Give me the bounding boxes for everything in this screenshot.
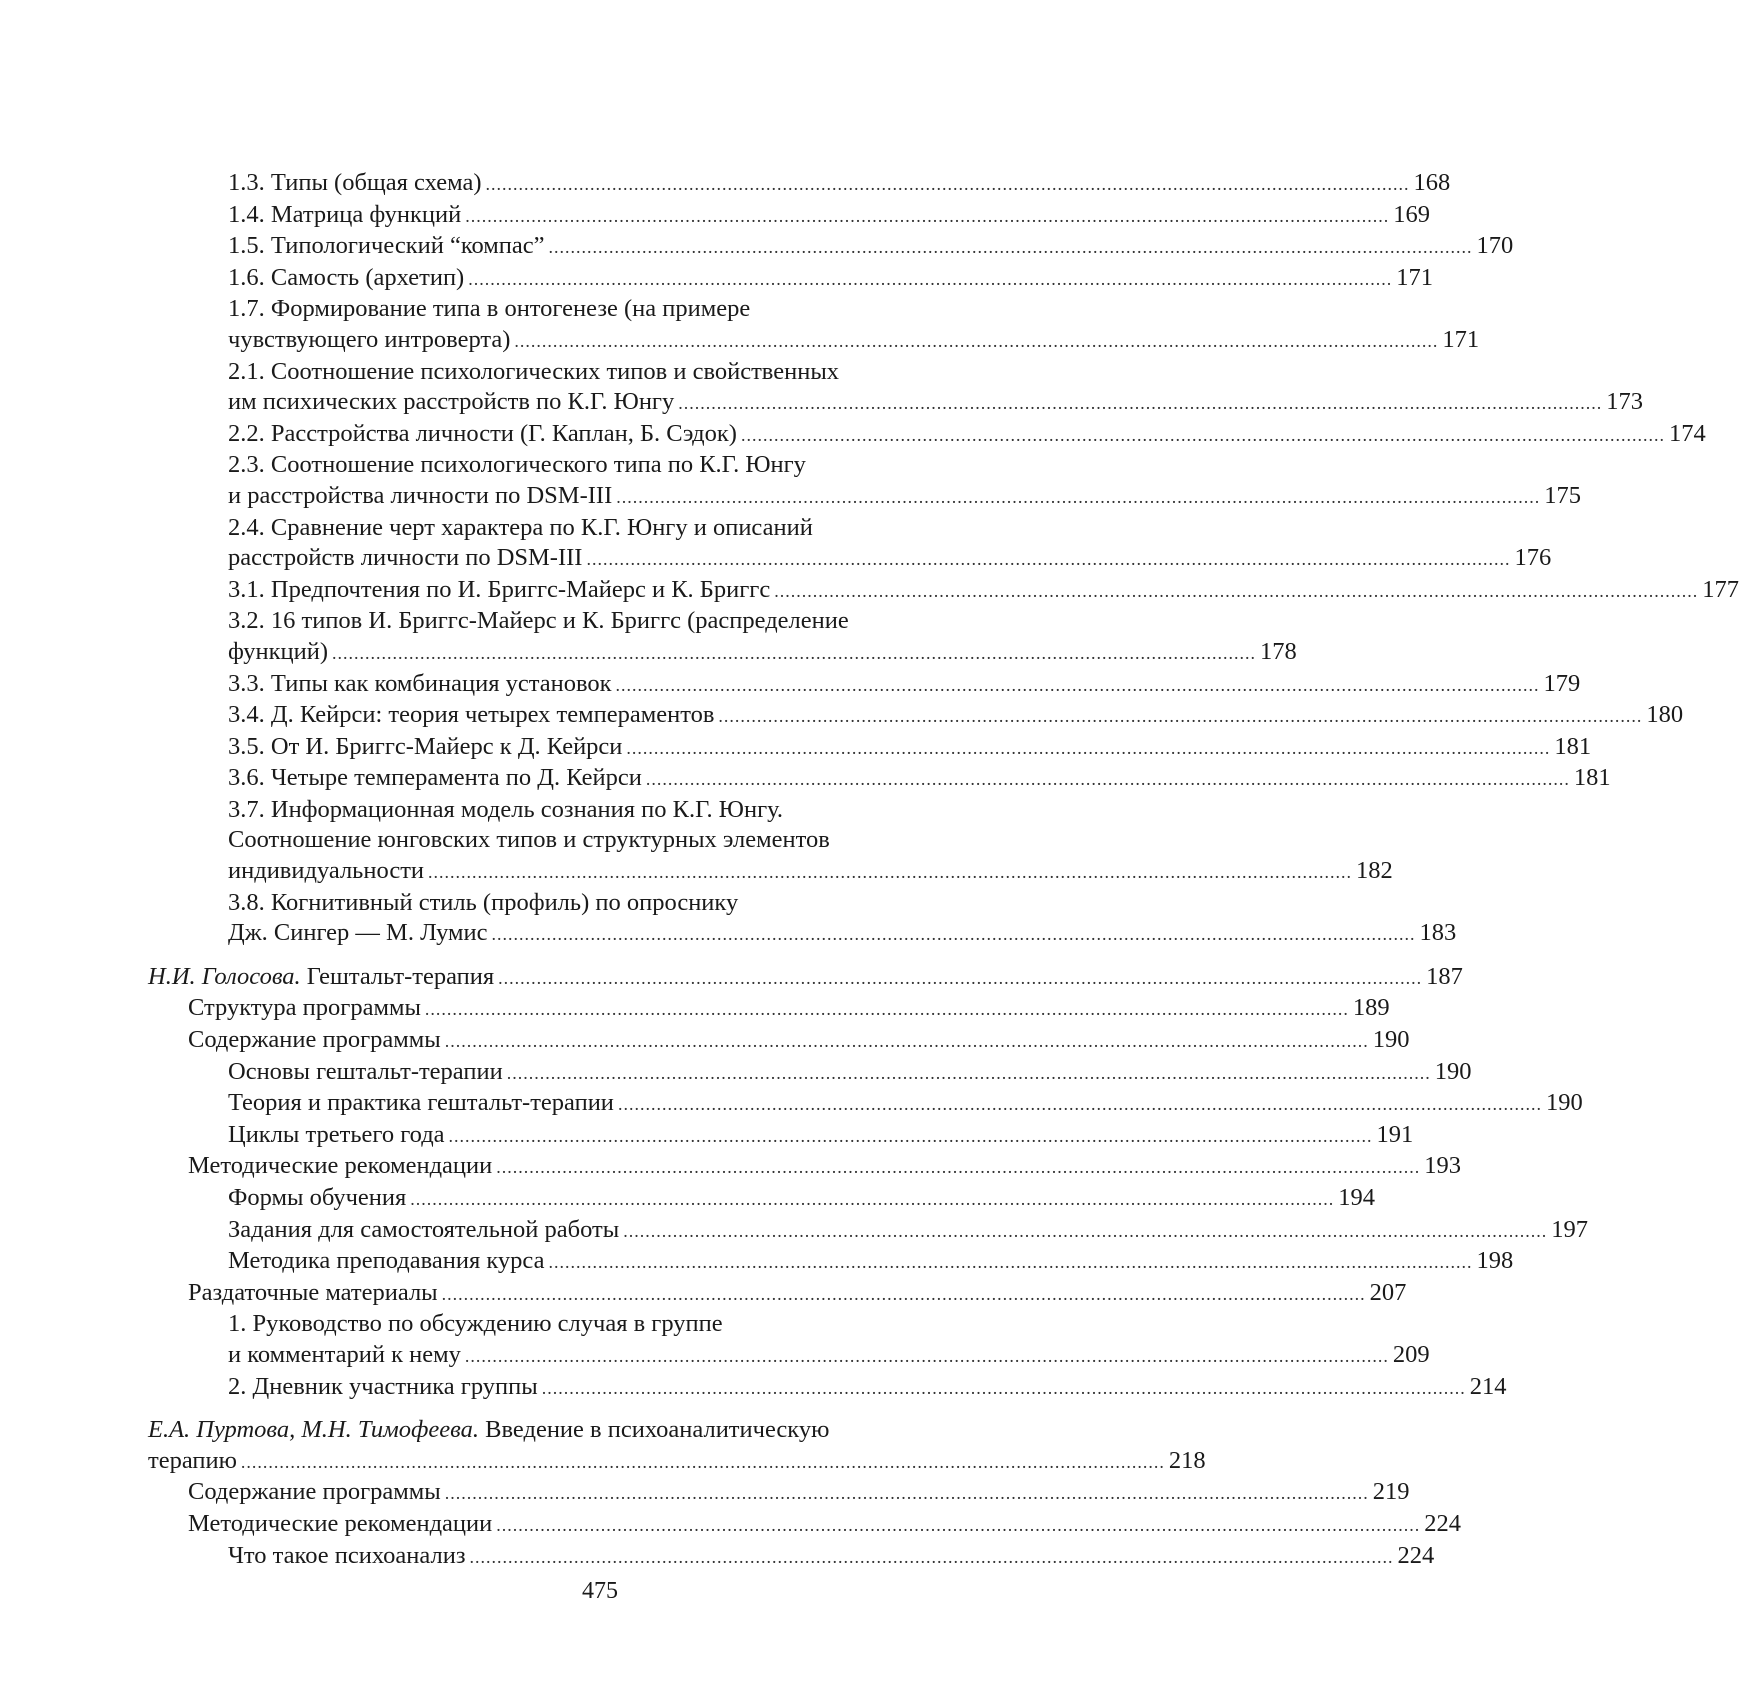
toc-entry-last-line (228, 669, 1060, 701)
toc-entry-text: 2.2. Расстройства личности (Г. Каплан, Б. Сэдок) (228, 420, 737, 447)
toc-entry-text: 2.4. Сравнение черт характера по К.Г. Юнгу и описаний (228, 514, 813, 541)
toc-entry-text: и комментарий к нему (228, 1341, 461, 1368)
toc-entry-page: 180 (1646, 700, 1683, 731)
toc-entry-page: 191 (1377, 1120, 1414, 1151)
toc-entry-title (228, 200, 461, 231)
toc-entry-last-line (228, 763, 1060, 795)
dot-leader: ........................................................................................................................................................................ (626, 733, 1550, 764)
dot-leader: ........................................................................................................................................................................ (465, 201, 1389, 232)
toc-entry-last-line (148, 962, 1060, 994)
toc-entry-text: 3.7. Информационная модель сознания по К.Г. Юнгу. (228, 796, 783, 823)
toc-entry-text: 1. Руководство по обсуждению случая в группе (228, 1310, 723, 1337)
toc-entry-page: 182 (1356, 856, 1393, 887)
toc-entry-last-line (148, 1446, 1060, 1478)
toc-entry-title (228, 575, 770, 606)
toc-entry-page: 214 (1470, 1372, 1507, 1403)
toc-entry-line (228, 357, 1060, 388)
toc-entry-page: 170 (1477, 231, 1514, 262)
dot-leader: ........................................................................................................................................................................ (465, 1341, 1389, 1372)
toc-entry-text: Методические рекомендации (188, 1510, 492, 1537)
toc-entry-text: 2.1. Соотношение психологических типов и свойственных (228, 358, 839, 385)
dot-leader: ........................................................................................................................................................................ (445, 1478, 1369, 1509)
toc-entry-page: 190 (1435, 1057, 1472, 1088)
toc-entry-last-line (188, 1151, 1060, 1183)
toc-entry-page: 171 (1442, 325, 1479, 356)
dot-leader: ........................................................................................................................................................................ (442, 1279, 1366, 1310)
toc-entry-title (228, 1088, 614, 1119)
toc-entry-text: Содержание программы (188, 1478, 441, 1505)
toc-entry-page: 224 (1424, 1509, 1461, 1540)
dot-leader: ........................................................................................................................................................................ (496, 1152, 1420, 1183)
dot-leader: ........................................................................................................................................................................ (332, 638, 1256, 669)
toc-entry (148, 1246, 1060, 1278)
toc-entry-last-line (188, 1025, 1060, 1057)
toc-entry-line (228, 1309, 1060, 1340)
toc-entry-title (228, 1183, 406, 1214)
dot-leader: ........................................................................................................................................................................ (470, 1542, 1394, 1573)
dot-leader: ........................................................................................................................................................................ (514, 326, 1438, 357)
dot-leader: ........................................................................................................................................................................ (718, 701, 1642, 732)
toc-entry (148, 450, 1060, 512)
document-page (0, 0, 1200, 1700)
toc-entry-page: 168 (1413, 168, 1450, 199)
toc-entry (148, 419, 1060, 451)
toc-entry-page: 177 (1702, 575, 1739, 606)
toc-entry-title (228, 231, 545, 262)
toc-entry-text: 1.7. Формирование типа в онтогенезе (на примере (228, 295, 750, 322)
toc-entry-page: 224 (1398, 1541, 1435, 1572)
toc-entry (148, 1541, 1060, 1573)
toc-entry-last-line (228, 1183, 1060, 1215)
toc-entry-text: 3.1. Предпочтения по И. Бриггс-Майерс и К. Бриггс (228, 576, 770, 603)
toc-entry-last-line (228, 732, 1060, 764)
toc-entry-page: 219 (1373, 1477, 1410, 1508)
toc-entry-title (188, 1509, 492, 1540)
toc-entry-text: Методические рекомендации (188, 1152, 492, 1179)
toc-entry-last-line (188, 1477, 1060, 1509)
toc-entry-title (228, 1246, 544, 1277)
toc-entry-text: 3.2. 16 типов И. Бриггс-Майерс и К. Бриггс (распределение (228, 607, 849, 634)
toc-entry-line (228, 795, 1060, 826)
toc-entry-last-line (228, 1120, 1060, 1152)
toc-entry-text: Циклы третьего года (228, 1121, 445, 1148)
table-of-contents (148, 168, 1060, 1572)
toc-entry (148, 200, 1060, 232)
toc-entry-text: Методика преподавания курса (228, 1247, 544, 1274)
toc-entry (148, 763, 1060, 795)
dot-leader: ........................................................................................................................................................................ (548, 1247, 1472, 1278)
toc-entry-page: 187 (1426, 962, 1463, 993)
toc-entry-text: Дж. Сингер — М. Лумис (228, 919, 488, 946)
toc-entry-text: Структура программы (188, 994, 421, 1021)
toc-entry-text: Соотношение юнговских типов и структурных элементов (228, 826, 830, 853)
dot-leader: ........................................................................................................................................................................ (410, 1184, 1334, 1215)
toc-entry-last-line (228, 387, 1060, 419)
toc-entry-title (148, 1446, 237, 1477)
toc-entry-author: Н.И. Голосова. (148, 963, 301, 990)
toc-entry-text: им психических расстройств по К.Г. Юнгу (228, 388, 674, 415)
toc-entry (148, 357, 1060, 419)
toc-entry-text: 2. Дневник участника группы (228, 1373, 538, 1400)
toc-entry (148, 231, 1060, 263)
toc-entry-text: Основы гештальт-терапии (228, 1058, 503, 1085)
toc-entry-page: 175 (1544, 481, 1581, 512)
toc-entry-title (228, 1541, 466, 1572)
toc-entry (148, 168, 1060, 200)
toc-entry (148, 1025, 1060, 1057)
toc-entry-last-line (228, 200, 1060, 232)
toc-entry (148, 1477, 1060, 1509)
toc-entry-title (228, 1340, 461, 1371)
toc-entry (148, 669, 1060, 701)
toc-entry-title (188, 1278, 438, 1309)
toc-entry-page: 197 (1551, 1215, 1588, 1246)
toc-entry (148, 795, 1060, 888)
toc-entry-last-line (228, 637, 1060, 669)
toc-entry-text: Гештальт-терапия (307, 963, 494, 990)
toc-entry-text: чувствующего интроверта) (228, 326, 510, 353)
toc-entry (148, 294, 1060, 356)
toc-entry-last-line (188, 1509, 1060, 1541)
dot-leader: ........................................................................................................................................................................ (616, 670, 1540, 701)
page-number: 475 (0, 1578, 1200, 1605)
toc-entry-last-line (228, 1372, 1060, 1404)
toc-entry-text: Введение в психоаналитическую (485, 1416, 829, 1443)
toc-entry-page: 207 (1370, 1278, 1407, 1309)
toc-entry-title (148, 962, 494, 993)
toc-entry-text: и расстройства личности по DSM-III (228, 482, 612, 509)
toc-entry-last-line (228, 700, 1060, 732)
dot-leader: ........................................................................................................................................................................ (241, 1447, 1165, 1478)
toc-entry (148, 1372, 1060, 1404)
toc-entry-line (148, 1415, 1060, 1446)
toc-entry-title (228, 918, 488, 949)
toc-entry-last-line (188, 993, 1060, 1025)
toc-entry-last-line (228, 1088, 1060, 1120)
toc-entry-title (228, 732, 622, 763)
dot-leader: ........................................................................................................................................................................ (507, 1058, 1431, 1089)
dot-leader: ........................................................................................................................................................................ (618, 1089, 1542, 1120)
toc-entry-line (228, 825, 1060, 856)
toc-entry (148, 1215, 1060, 1247)
toc-entry (148, 1415, 1060, 1477)
dot-leader: ........................................................................................................................................................................ (542, 1373, 1466, 1404)
dot-leader: ........................................................................................................................................................................ (492, 919, 1416, 950)
toc-entry-author: Е.А. Пуртова, М.Н. Тимофеева. (148, 1416, 479, 1443)
toc-entry-last-line (188, 1278, 1060, 1310)
toc-entry-title (228, 387, 674, 418)
toc-entry-page: 173 (1606, 387, 1643, 418)
dot-leader: ........................................................................................................................................................................ (449, 1121, 1373, 1152)
toc-entry (148, 993, 1060, 1025)
toc-entry-title (228, 856, 424, 887)
toc-entry-title (228, 637, 328, 668)
toc-entry-title (188, 1025, 441, 1056)
toc-entry-line (228, 513, 1060, 544)
toc-entry-text: Что такое психоанализ (228, 1542, 466, 1569)
toc-entry-page: 194 (1338, 1183, 1375, 1214)
dot-leader: ........................................................................................................................................................................ (549, 232, 1473, 263)
toc-entry-page: 169 (1393, 200, 1430, 231)
toc-entry-page: 183 (1420, 918, 1457, 949)
toc-entry (148, 700, 1060, 732)
toc-entry-text: 3.5. От И. Бриггс-Майерс к Д. Кейрси (228, 733, 622, 760)
toc-entry-title (228, 700, 714, 731)
toc-entry-page: 190 (1373, 1025, 1410, 1056)
toc-entry (148, 1057, 1060, 1089)
toc-entry-last-line (228, 1340, 1060, 1372)
toc-entry (148, 1151, 1060, 1183)
toc-entry-line (228, 606, 1060, 637)
toc-entry-text: 3.6. Четыре темперамента по Д. Кейрси (228, 764, 642, 791)
toc-entry-title (228, 168, 481, 199)
toc-entry (148, 1183, 1060, 1215)
toc-entry (148, 1088, 1060, 1120)
toc-entry-title (188, 1151, 492, 1182)
toc-entry (148, 1120, 1060, 1152)
dot-leader: ........................................................................................................................................................................ (468, 264, 1392, 295)
toc-entry-text: 3.3. Типы как комбинация установок (228, 670, 612, 697)
toc-entry-text: 1.5. Типологический “компас” (228, 232, 545, 259)
dot-leader: ........................................................................................................................................................................ (623, 1216, 1547, 1247)
dot-leader: ........................................................................................................................................................................ (485, 169, 1409, 200)
toc-entry-page: 178 (1260, 637, 1297, 668)
toc-entry-text: Формы обучения (228, 1184, 406, 1211)
toc-entry-title (228, 543, 582, 574)
toc-entry-text: индивидуальности (228, 857, 424, 884)
toc-entry-page: 181 (1554, 732, 1591, 763)
toc-entry-text: Раздаточные материалы (188, 1279, 438, 1306)
toc-entry-title (228, 481, 612, 512)
toc-entry-last-line (228, 856, 1060, 888)
dot-leader: ........................................................................................................................................................................ (741, 420, 1665, 451)
toc-entry (148, 575, 1060, 607)
toc-entry-title (228, 669, 612, 700)
dot-leader: ........................................................................................................................................................................ (646, 764, 1570, 795)
toc-entry-text: терапию (148, 1447, 237, 1474)
toc-entry-page: 209 (1393, 1340, 1430, 1371)
dot-leader: ........................................................................................................................................................................ (498, 963, 1422, 994)
toc-entry-line (228, 450, 1060, 481)
toc-entry-page: 189 (1353, 993, 1390, 1024)
toc-entry-title (228, 1215, 619, 1246)
toc-entry-text: 3.8. Когнитивный стиль (профиль) по опроснику (228, 889, 738, 916)
dot-leader: ........................................................................................................................................................................ (428, 857, 1352, 888)
toc-entry-title (228, 763, 642, 794)
dot-leader: ........................................................................................................................................................................ (425, 994, 1349, 1025)
toc-entry-page: 179 (1544, 669, 1581, 700)
toc-entry-text: 1.6. Самость (архетип) (228, 264, 464, 291)
toc-entry (148, 1309, 1060, 1371)
toc-entry-text: 1.4. Матрица функций (228, 201, 461, 228)
toc-entry-last-line (228, 1246, 1060, 1278)
toc-entry-text: функций) (228, 638, 328, 665)
toc-entry-last-line (228, 168, 1060, 200)
toc-entry-last-line (228, 575, 1060, 607)
toc-entry-page: 176 (1514, 543, 1551, 574)
toc-entry-title (228, 325, 510, 356)
toc-entry-title (228, 1120, 445, 1151)
toc-entry-title (228, 419, 737, 450)
toc-entry (148, 732, 1060, 764)
toc-entry-text: Задания для самостоятельной работы (228, 1216, 619, 1243)
toc-entry (148, 888, 1060, 950)
toc-entry-last-line (228, 918, 1060, 950)
toc-entry-last-line (228, 325, 1060, 357)
toc-entry-last-line (228, 231, 1060, 263)
dot-leader: ........................................................................................................................................................................ (496, 1510, 1420, 1541)
toc-entry-title (228, 263, 464, 294)
toc-entry-page: 218 (1169, 1446, 1206, 1477)
toc-entry-line (228, 294, 1060, 325)
dot-leader: ........................................................................................................................................................................ (774, 576, 1698, 607)
toc-entry-text: 1.3. Типы (общая схема) (228, 169, 481, 196)
toc-entry-title (228, 1372, 538, 1403)
toc-entry (148, 962, 1060, 994)
toc-entry-last-line (228, 481, 1060, 513)
toc-entry (148, 263, 1060, 295)
toc-entry-page: 193 (1424, 1151, 1461, 1182)
toc-entry-line (228, 888, 1060, 919)
toc-entry-last-line (228, 419, 1060, 451)
toc-entry-last-line (228, 1057, 1060, 1089)
toc-entry-last-line (228, 1215, 1060, 1247)
toc-entry-page: 181 (1574, 763, 1611, 794)
toc-entry-last-line (228, 543, 1060, 575)
toc-entry (148, 513, 1060, 575)
toc-entry-last-line (228, 1541, 1060, 1573)
toc-entry-page: 198 (1476, 1246, 1513, 1277)
toc-entry-text: 2.3. Соотношение психологического типа по К.Г. Юнгу (228, 451, 806, 478)
toc-entry-page: 174 (1669, 419, 1706, 450)
toc-entry-title (228, 1057, 503, 1088)
toc-entry (148, 1509, 1060, 1541)
dot-leader: ........................................................................................................................................................................ (616, 482, 1540, 513)
toc-entry-text: Содержание программы (188, 1026, 441, 1053)
toc-entry-last-line (228, 263, 1060, 295)
toc-entry-title (188, 993, 421, 1024)
toc-entry-page: 190 (1546, 1088, 1583, 1119)
toc-entry-text: Теория и практика гештальт-терапии (228, 1089, 614, 1116)
dot-leader: ........................................................................................................................................................................ (586, 544, 1510, 575)
toc-entry-title (188, 1477, 441, 1508)
toc-entry-text: расстройств личности по DSM-III (228, 544, 582, 571)
toc-entry (148, 1278, 1060, 1310)
toc-entry-page: 171 (1396, 263, 1433, 294)
toc-entry (148, 606, 1060, 668)
dot-leader: ........................................................................................................................................................................ (678, 388, 1602, 419)
dot-leader: ........................................................................................................................................................................ (445, 1026, 1369, 1057)
toc-entry-text: 3.4. Д. Кейрси: теория четырех темпераментов (228, 701, 714, 728)
